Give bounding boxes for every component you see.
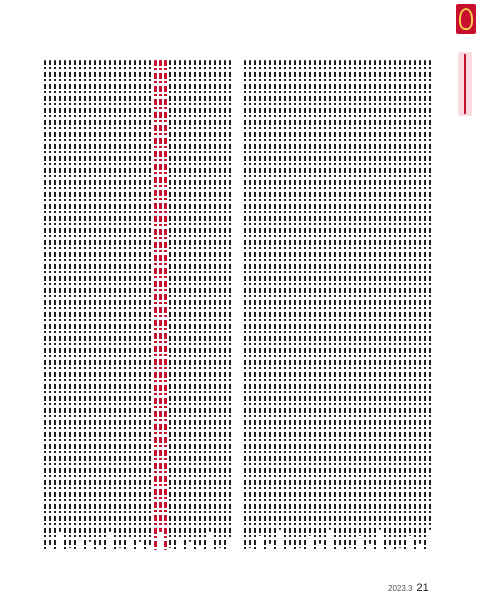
text-line xyxy=(59,60,61,532)
text-line xyxy=(309,60,311,536)
text-column-left xyxy=(44,60,234,550)
text-line xyxy=(379,60,381,530)
column-header-title xyxy=(464,54,466,114)
text-line xyxy=(319,60,321,544)
text-line xyxy=(389,60,391,546)
text-line xyxy=(224,60,226,550)
text-line xyxy=(384,60,386,550)
text-line xyxy=(114,60,116,550)
text-line xyxy=(369,60,371,544)
text-line xyxy=(304,60,306,550)
text-line xyxy=(294,60,296,550)
text-line xyxy=(344,60,346,550)
page-footer xyxy=(388,582,429,594)
text-line xyxy=(199,60,201,546)
text-line xyxy=(244,60,246,550)
text-column-right xyxy=(244,60,434,550)
section-heading-line xyxy=(154,60,157,550)
text-line xyxy=(429,60,431,530)
text-line xyxy=(374,60,376,550)
text-line xyxy=(179,60,181,540)
text-line xyxy=(339,60,341,546)
text-line xyxy=(394,60,396,550)
text-line xyxy=(264,60,266,550)
issue-label: 2023.3 xyxy=(388,584,413,593)
text-line xyxy=(194,60,196,550)
text-line xyxy=(409,60,411,536)
text-line xyxy=(99,60,101,546)
text-line xyxy=(314,60,316,550)
text-line xyxy=(54,60,56,550)
text-line xyxy=(404,60,406,550)
text-line xyxy=(174,60,176,550)
text-line xyxy=(279,60,281,530)
text-line xyxy=(84,60,86,550)
text-line xyxy=(274,60,276,550)
text-line xyxy=(134,60,136,550)
text-line xyxy=(359,60,361,536)
text-line xyxy=(124,60,126,550)
text-line xyxy=(289,60,291,546)
text-line xyxy=(189,60,191,542)
section-heading-line xyxy=(164,60,167,550)
text-line xyxy=(329,60,331,530)
text-line xyxy=(44,60,46,550)
text-line xyxy=(144,60,146,550)
text-line xyxy=(209,60,211,532)
text-line xyxy=(49,60,51,546)
text-line xyxy=(74,60,76,550)
text-line xyxy=(89,60,91,542)
text-line xyxy=(284,60,286,550)
text-line xyxy=(139,60,141,542)
text-line xyxy=(269,60,271,544)
text-line xyxy=(334,60,336,550)
text-line xyxy=(184,60,186,550)
text-line xyxy=(249,60,251,548)
text-line xyxy=(324,60,326,550)
section-heading-line xyxy=(159,60,162,532)
text-line xyxy=(364,60,366,550)
text-line xyxy=(259,60,261,536)
text-line xyxy=(219,60,221,548)
text-line xyxy=(204,60,206,550)
text-line xyxy=(229,60,231,540)
text-line xyxy=(69,60,71,548)
text-line xyxy=(424,60,426,550)
emblem-mark xyxy=(459,8,473,30)
magazine-emblem-icon xyxy=(456,4,476,34)
text-line xyxy=(109,60,111,532)
text-line xyxy=(399,60,401,548)
text-line xyxy=(94,60,96,550)
text-line xyxy=(419,60,421,544)
text-line xyxy=(214,60,216,550)
text-line xyxy=(64,60,66,550)
page-number: 21 xyxy=(416,582,429,594)
text-line xyxy=(349,60,351,548)
text-line xyxy=(414,60,416,550)
text-line xyxy=(129,60,131,540)
text-line xyxy=(119,60,121,548)
text-line xyxy=(169,60,171,548)
text-line xyxy=(149,60,151,546)
text-line xyxy=(299,60,301,548)
text-line xyxy=(354,60,356,550)
text-line xyxy=(104,60,106,550)
text-line xyxy=(79,60,81,540)
text-line xyxy=(254,60,256,550)
